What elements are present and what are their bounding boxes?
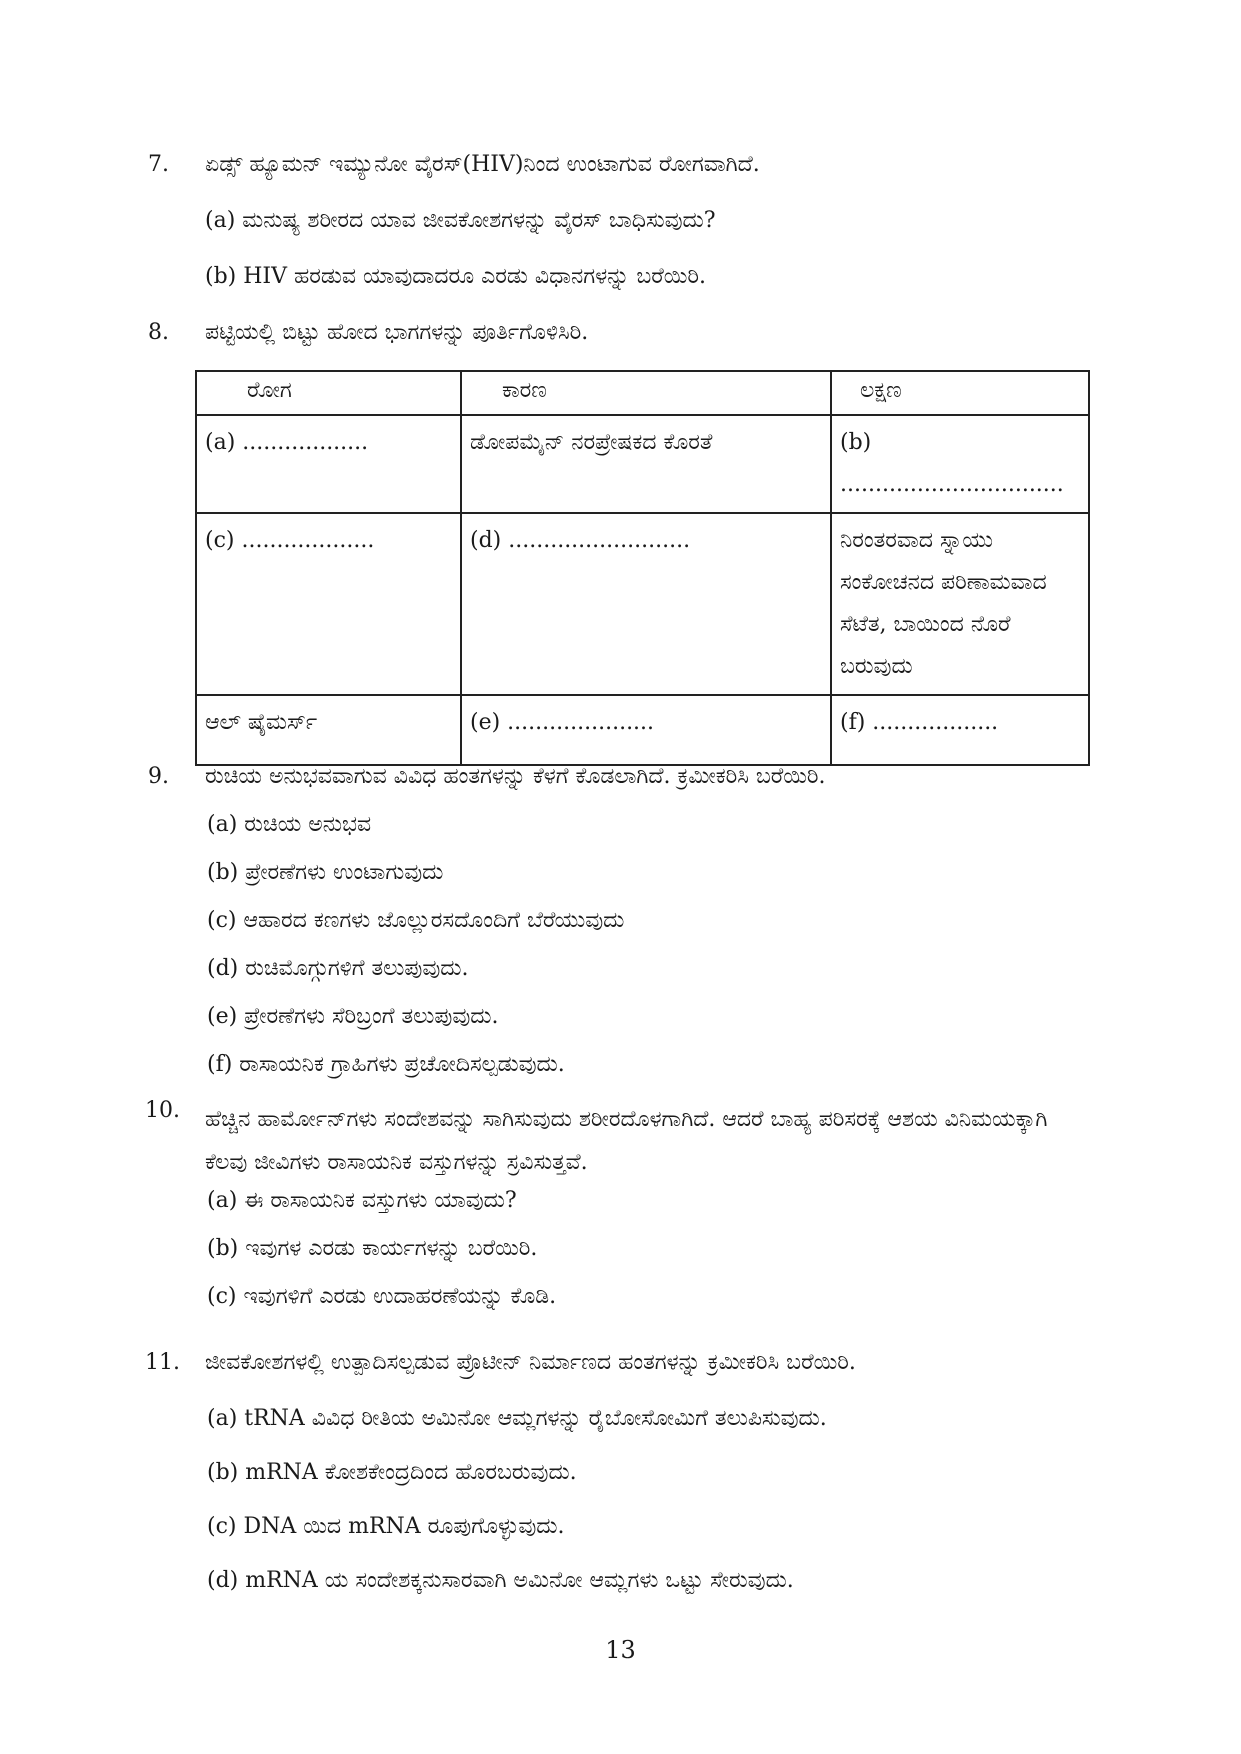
subquestion-b: (b) HIV ಹರಡುವ ಯಾವುದಾದರೂ ಎರಡು ವಿಧಾನಗಳನ್ನು ಬರೆಯಿರಿ. [205,264,706,289]
subquestion-a: (a) tRNA ವಿವಿಧ ರೀತಿಯ ಅಮಿನೋ ಆಮ್ಲಗಳನ್ನು ರೈಬೋಸೋಮಿಗೆ ತಲುಪಿಸುವುದು. [207,1406,827,1431]
question-text: ಜೀವಕೋಶಗಳಲ್ಲಿ ಉತ್ಪಾದಿಸಲ್ಪಡುವ ಪ್ರೊಟೀನ್ ನಿರ್ಮಾಣದ ಹಂತಗಳನ್ನು ಕ್ರಮೀಕರಿಸಿ ಬರೆಯಿರಿ. [205,1350,856,1375]
question-text: ರುಚಿಯ ಅನುಭವವಾಗುವ ವಿವಿಧ ಹಂತಗಳನ್ನು ಕೆಳಗೆ ಕೊಡಲಾಗಿದೆ. ಕ್ರಮೀಕರಿಸಿ ಬರೆಯಿರಿ. [205,764,826,789]
question-number: 7. [148,152,169,177]
subquestion-c: (c) ಇವುಗಳಿಗೆ ಎರಡು ಉದಾಹರಣೆಯನ್ನು ಕೊಡಿ. [207,1284,557,1309]
table-cell: (a) .................. [196,415,461,513]
subquestion-e: (e) ಪ್ರೇರಣೆಗಳು ಸೆರಿಬ್ರಂಗೆ ತಲುಪುವುದು. [207,1004,499,1029]
table-cell: (c) ................... [196,513,461,695]
subquestion-d: (d) ರುಚಿಮೊಗ್ಗುಗಳಿಗೆ ತಲುಪುವುದು. [207,956,469,981]
table-row [196,695,1089,765]
question-number: 11. [145,1350,180,1375]
subquestion-c: (c) ಆಹಾರದ ಕಣಗಳು ಜೊಲ್ಲುರಸದೊಂದಿಗೆ ಬೆರೆಯುವುದು [207,908,625,933]
table-row [196,513,1089,695]
table-header: ರೋಗ [196,371,461,415]
subquestion-a: (a) ಈ ರಾಸಾಯನಿಕ ವಸ್ತುಗಳು ಯಾವುದು? [207,1188,517,1213]
table-cell: ಡೋಪಮೈನ್ ನರಪ್ರೇಷಕದ ಕೊರತೆ [461,415,831,513]
subquestion-d: (d) mRNA ಯ ಸಂದೇಶಕ್ಕನುಸಾರವಾಗಿ ಅಮಿನೋ ಆಮ್ಲಗಳು ಒಟ್ಟು ಸೇರುವುದು. [207,1568,794,1593]
question-text: ಪಟ್ಟಿಯಲ್ಲಿ ಬಿಟ್ಟು ಹೋದ ಭಾಗಗಳನ್ನು ಪೂರ್ತಿಗೊಳಿಸಿರಿ. [205,320,589,345]
subquestion-a: (a) ರುಚಿಯ ಅನುಭವ [207,812,372,837]
page-number: 13 [605,1636,636,1664]
question-number: 9. [148,764,169,789]
subquestion-b: (b) mRNA ಕೋಶಕೇಂದ್ರದಿಂದ ಹೊರಬರುವುದು. [207,1460,577,1485]
subquestion-b: (b) ಇವುಗಳ ಎರಡು ಕಾರ್ಯಗಳನ್ನು ಬರೆಯಿರಿ. [207,1236,538,1261]
table-header-row [196,371,1089,415]
subquestion-c: (c) DNA ಯಿದ mRNA ರೂಪುಗೊಳ್ಳುವುದು. [207,1514,565,1539]
disease-table [195,370,1090,766]
table-row [196,415,1089,513]
question-text: ಏಡ್ಸ್ ಹ್ಯೂಮನ್ ಇಮ್ಯುನೋ ವೈರಸ್(HIV)ನಿಂದ ಉಂಟಾಗುವ ರೋಗವಾಗಿದೆ. [205,152,760,177]
table-cell: (b) ................................ [831,415,1089,513]
subquestion-a: (a) ಮನುಷ್ಯ ಶರೀರದ ಯಾವ ಜೀವಕೋಶಗಳನ್ನು ವೈರಸ್ ಬಾಧಿಸುವುದು? [205,208,716,233]
subquestion-b: (b) ಪ್ರೇರಣೆಗಳು ಉಂಟಾಗುವುದು [207,860,444,885]
question-text: ಹೆಚ್ಚಿನ ಹಾರ್ಮೋನ್‌ಗಳು ಸಂದೇಶವನ್ನು ಸಾಗಿಸುವುದು ಶರೀರದೊಳಗಾಗಿದೆ. ಆದರೆ ಬಾಹ್ಯ ಪರಿಸರಕ್ಕೆ ಆಶಯ ವಿನಿಮಯಕ್ಕಾಗಿ ಕೆಲವು ಜೀವಿಗಳು ರಾಸಾಯನಿಕ ವಸ್ತುಗಳನ್ನು ಸ್ರವಿಸುತ್ತವೆ. [205,1107,1048,1175]
table-cell: ನಿರಂತರವಾದ ಸ್ನಾಯು ಸಂಕೋಚನದ ಪರಿಣಾಮವಾದ ಸೆಟೆತ, ಬಾಯಿಂದ ನೊರೆ ಬರುವುದು [831,513,1089,695]
table-header: ಕಾರಣ [461,371,831,415]
table-header: ಲಕ್ಷಣ [831,371,1089,415]
question-number: 8. [148,320,169,345]
question-number: 10. [145,1098,180,1123]
table-cell: (d) .......................... [461,513,831,695]
table-cell: (e) ..................... [461,695,831,765]
table-cell: (f) .................. [831,695,1089,765]
table-cell: ಆಲ್ ಷೈಮರ್ಸ್ [196,695,461,765]
subquestion-f: (f) ರಾಸಾಯನಿಕ ಗ್ರಾಹಿಗಳು ಪ್ರಚೋದಿಸಲ್ಪಡುವುದು. [207,1052,565,1077]
